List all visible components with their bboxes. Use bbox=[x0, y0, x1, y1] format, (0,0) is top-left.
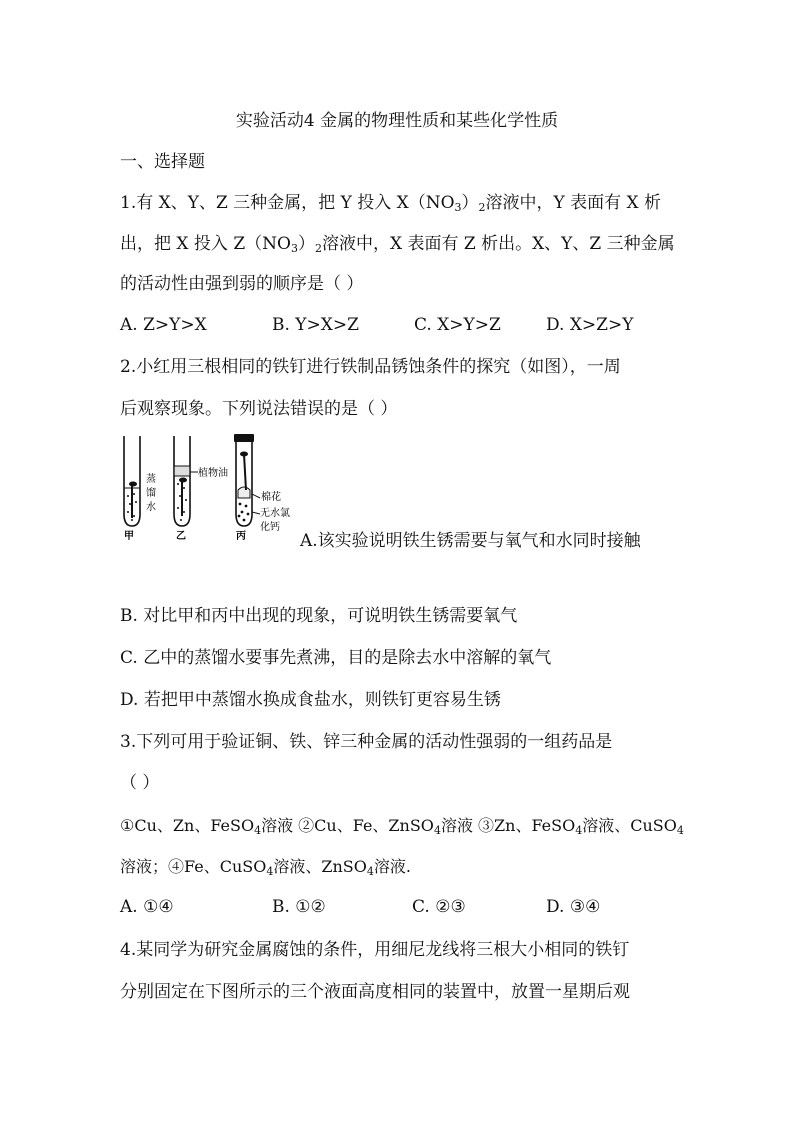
q3-option-d: D. ③④ bbox=[546, 897, 601, 917]
tube-a bbox=[124, 436, 140, 526]
subscript: 3 bbox=[454, 201, 462, 214]
q3-option-c: C. ②③ bbox=[412, 897, 466, 917]
q3-line-3 bbox=[120, 815, 684, 842]
q1-text: 溶液中，X 表面有 Z 析出。X、Y、Z 三种金属 bbox=[321, 234, 675, 254]
tube-c bbox=[234, 434, 260, 526]
q3-text: 溶液. bbox=[373, 857, 411, 876]
subscript: 4 bbox=[433, 824, 441, 837]
subscript: 4 bbox=[575, 824, 583, 837]
q1-text: 1.有 X、Y、Z 三种金属，把 Y 投入 X（NO bbox=[120, 193, 455, 213]
q1-line-3: 的活动性由强到弱的顺序是（ ） bbox=[120, 274, 364, 294]
tube-a-label: 甲 bbox=[124, 531, 134, 542]
q1-text: ） bbox=[297, 234, 315, 254]
q2-line-2: 后观察现象。下列说法错误的是（ ） bbox=[120, 399, 398, 419]
subscript: 2 bbox=[314, 242, 322, 255]
water-label-1: 蒸 bbox=[146, 474, 156, 485]
q2-option-d: D. 若把甲中蒸馏水换成食盐水，则铁钉更容易生锈 bbox=[120, 690, 501, 710]
q3-option-a: A. ①④ bbox=[120, 897, 174, 917]
q1-line-2 bbox=[120, 233, 675, 260]
desiccant-label-2: 化钙 bbox=[260, 522, 280, 533]
cotton-label: 棉花 bbox=[261, 492, 281, 503]
page-title: 实验活动4 金属的物理性质和某些化学性质 bbox=[235, 111, 559, 131]
tube-c-label: 丙 bbox=[236, 531, 246, 542]
subscript: 4 bbox=[254, 824, 262, 837]
q3-line-4 bbox=[120, 856, 411, 883]
q1-line-1 bbox=[120, 192, 661, 219]
q3-text: 溶液 ③Zn、FeSO bbox=[440, 816, 576, 835]
oil-label: 植物油 bbox=[198, 468, 228, 479]
water-label-2: 馏 bbox=[146, 488, 156, 499]
desiccant-label-1: 无水氯 bbox=[260, 508, 290, 519]
test-tube-figure bbox=[118, 432, 298, 542]
q1-option-d: D. X>Z>Y bbox=[546, 315, 634, 335]
water-label-3: 水 bbox=[146, 502, 156, 513]
q4-line-1: 4.某同学为研究金属腐蚀的条件，用细尼龙线将三根大小相同的铁钉 bbox=[120, 940, 630, 960]
q3-option-b: B. ①② bbox=[272, 897, 326, 917]
q3-text: 溶液、ZnSO bbox=[273, 857, 367, 876]
q3-text: 溶液、CuSO bbox=[582, 816, 677, 835]
tube-b-label: 乙 bbox=[176, 531, 186, 542]
subscript: 3 bbox=[290, 242, 298, 255]
q2-option-a: A.该实验说明铁生锈需要与氧气和水同时接触 bbox=[300, 531, 641, 551]
section-heading: 一、选择题 bbox=[120, 152, 205, 172]
q1-option-b: B. Y>X>Z bbox=[272, 315, 359, 335]
q2-option-b: B. 对比甲和丙中出现的现象，可说明铁生锈需要氧气 bbox=[120, 606, 518, 626]
q2-option-c: C. 乙中的蒸馏水要事先煮沸，目的是除去水中溶解的氧气 bbox=[120, 648, 552, 668]
q4-line-2: 分别固定在下图所示的三个液面高度相同的装置中，放置一星期后观 bbox=[120, 982, 630, 1002]
q3-line-1: 3.下列可用于验证铜、铁、锌三种金属的活动性强弱的一组药品是 bbox=[120, 732, 613, 752]
tube-b bbox=[174, 436, 198, 526]
q1-text: 出，把 X 投入 Z（NO bbox=[120, 234, 291, 254]
q1-text: 溶液中，Y 表面有 X 析 bbox=[485, 193, 662, 213]
q3-text: 溶液 ②Cu、Fe、ZnSO bbox=[261, 816, 434, 835]
subscript: 4 bbox=[266, 865, 274, 878]
q1-option-c: C. X>Y>Z bbox=[414, 315, 501, 335]
subscript: 2 bbox=[478, 201, 486, 214]
subscript: 4 bbox=[676, 824, 684, 837]
q3-text: 溶液；④Fe、CuSO bbox=[120, 857, 267, 876]
q1-text: ） bbox=[461, 193, 479, 213]
q3-line-2: （ ） bbox=[120, 773, 160, 793]
q3-text: ①Cu、Zn、FeSO bbox=[120, 816, 255, 835]
subscript: 4 bbox=[366, 865, 374, 878]
q1-option-a: A. Z>Y>X bbox=[120, 315, 207, 335]
q2-line-1: 2.小红用三根相同的铁钉进行铁制品锈蚀条件的探究（如图），一周 bbox=[120, 357, 621, 377]
